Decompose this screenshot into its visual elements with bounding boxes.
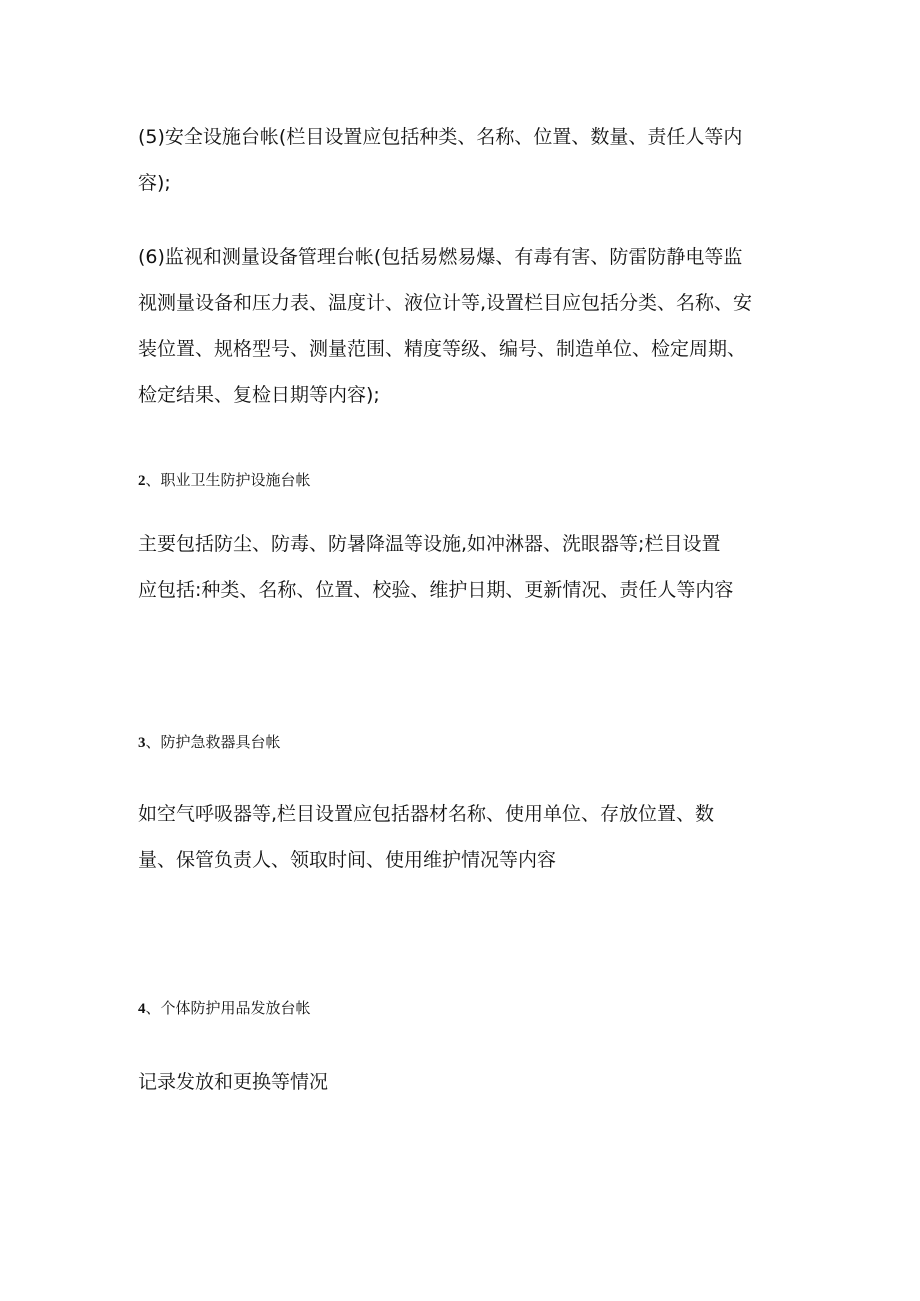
section-4-number: 4: [138, 1001, 146, 1017]
section-2-number: 2: [138, 473, 146, 489]
section-4-heading: [138, 997, 311, 1020]
item-5-line-2: 容);: [138, 172, 171, 194]
item-6-line-3: 装位置、规格型号、测量范围、精度等级、编号、制造单位、检定周期、: [138, 338, 747, 360]
section-3-paragraph: [138, 791, 788, 883]
item-6-paragraph: [138, 234, 788, 418]
section-2-line-1: 主要包括防尘、防毒、防暑降温等设施,如冲淋器、洗眼器等;栏目设置: [138, 533, 721, 555]
item-6-line-4: 检定结果、复检日期等内容);: [138, 384, 380, 406]
section-2-heading: [138, 469, 311, 492]
item-6-line-1: (6)监视和测量设备管理台帐(包括易燃易爆、有毒有害、防雷防静电等监: [138, 246, 743, 268]
section-2-paragraph: [138, 521, 788, 613]
section-4-title: 、个体防护用品发放台帐: [145, 999, 311, 1017]
item-6-line-2: 视测量设备和压力表、温度计、液位计等,设置栏目应包括分类、名称、安: [138, 292, 753, 314]
section-3-heading: [138, 731, 281, 754]
section-3-line-2: 量、保管负责人、领取时间、使用维护情况等内容: [138, 849, 557, 871]
section-3-title: 、防护急救器具台帐: [145, 733, 281, 751]
section-2-title: 、职业卫生防护设施台帐: [145, 471, 311, 489]
section-2-line-2: 应包括:种类、名称、位置、校验、维护日期、更新情况、责任人等内容: [138, 579, 734, 601]
section-4-line-1: 记录发放和更换等情况: [138, 1071, 329, 1093]
section-4-paragraph: [138, 1059, 788, 1105]
section-3-number: 3: [138, 735, 146, 751]
item-5-paragraph: [138, 114, 788, 206]
item-5-line-1: (5)安全设施台帐(栏目设置应包括种类、名称、位置、数量、责任人等内: [138, 126, 743, 148]
section-3-line-1: 如空气呼吸器等,栏目设置应包括器材名称、使用单位、存放位置、数: [138, 803, 715, 825]
